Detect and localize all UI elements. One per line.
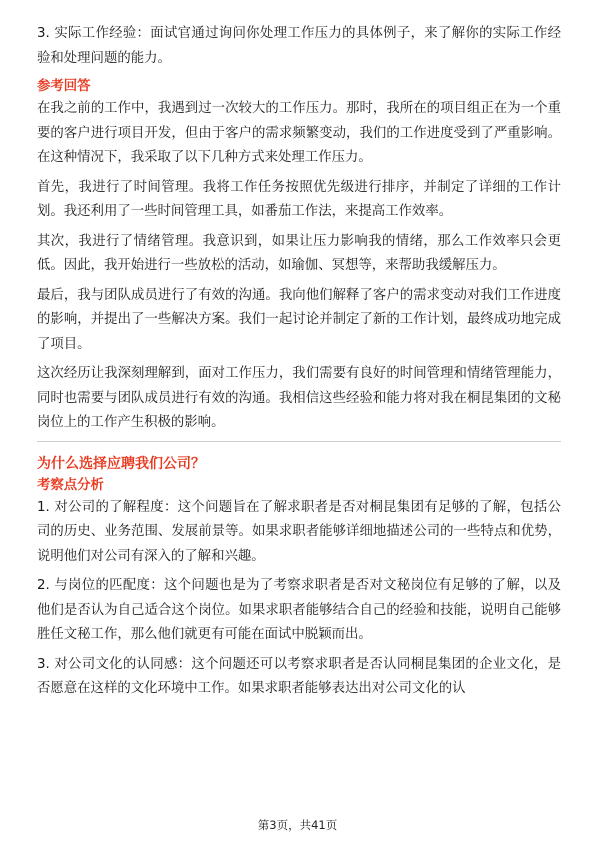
answer-paragraph: 在我之前的工作中，我遇到过一次较大的工作压力。那时，我所在的项目组正在为一个重要的客户进行项目开发，但由于客户的需求频繁变动，我们的工作进度受到了严重影响。在这种情况下，我采取了以下几种方式来处理工作压力。	[37, 101, 561, 165]
analysis-item-3: 3. 对公司文化的认同感：这个问题还可以考察求职者是否认同桐昆集团的企业文化，是否愿意在这样的文化环境中工作。如果求职者能够表达出对公司文化的认	[37, 656, 561, 696]
analysis-heading: 考察点分析	[37, 477, 104, 493]
answer-paragraph: 首先，我进行了时间管理。我将工作任务按照优先级进行排序，并制定了详细的工作计划。我还利用了一些时间管理工具，如番茄工作法，来提高工作效率。	[37, 179, 561, 219]
document-page	[37, 22, 561, 707]
reference-answer-heading: 参考回答	[37, 79, 91, 94]
answer-paragraph: 这次经历让我深刻理解到，面对工作压力，我们需要有良好的时间管理和情绪管理能力，同时也需要与团队成员进行有效的沟通。我相信这些经验和能力将对我在桐昆集团的文秘岗位上的工作产生积极的影响。	[37, 366, 561, 430]
answer-paragraph: 最后，我与团队成员进行了有效的沟通。我向他们解释了客户的需求变动对我们工作进度的影响，并提出了一些解决方案。我们一起讨论并制定了新的工作计划，最终成功地完成了项目。	[37, 287, 561, 352]
question-title: 为什么选择应聘我们公司？	[37, 455, 205, 472]
criterion-item-3: 3. 实际工作经验：面试官通过询问你处理工作压力的具体例子，来了解你的实际工作经验和处理问题的能力。	[37, 26, 561, 66]
analysis-item-1: 1. 对公司的了解程度：这个问题旨在了解求职者是否对桐昆集团有足够的了解，包括公司的历史、业务范围、发展前景等。如果求职者能够详细地描述公司的一些特点和优势，说明他们对公司有深入的了解和兴趣。	[37, 499, 561, 564]
analysis-item-2: 2. 与岗位的匹配度：这个问题也是为了考察求职者是否对文秘岗位有足够的了解，以及他们是否认为自己适合这个岗位。如果求职者能够结合自己的经验和技能，说明自己能够胜任文秘工作，那么他们就更有可能在面试中脱颖而出。	[37, 578, 561, 642]
page-number: 第3页，共41页	[257, 818, 338, 832]
section-divider	[37, 441, 561, 442]
answer-paragraph: 其次，我进行了情绪管理。我意识到，如果让压力影响我的情绪，那么工作效率只会更低。因此，我开始进行一些放松的活动，如瑜伽、冥想等，来帮助我缓解压力。	[37, 233, 561, 273]
